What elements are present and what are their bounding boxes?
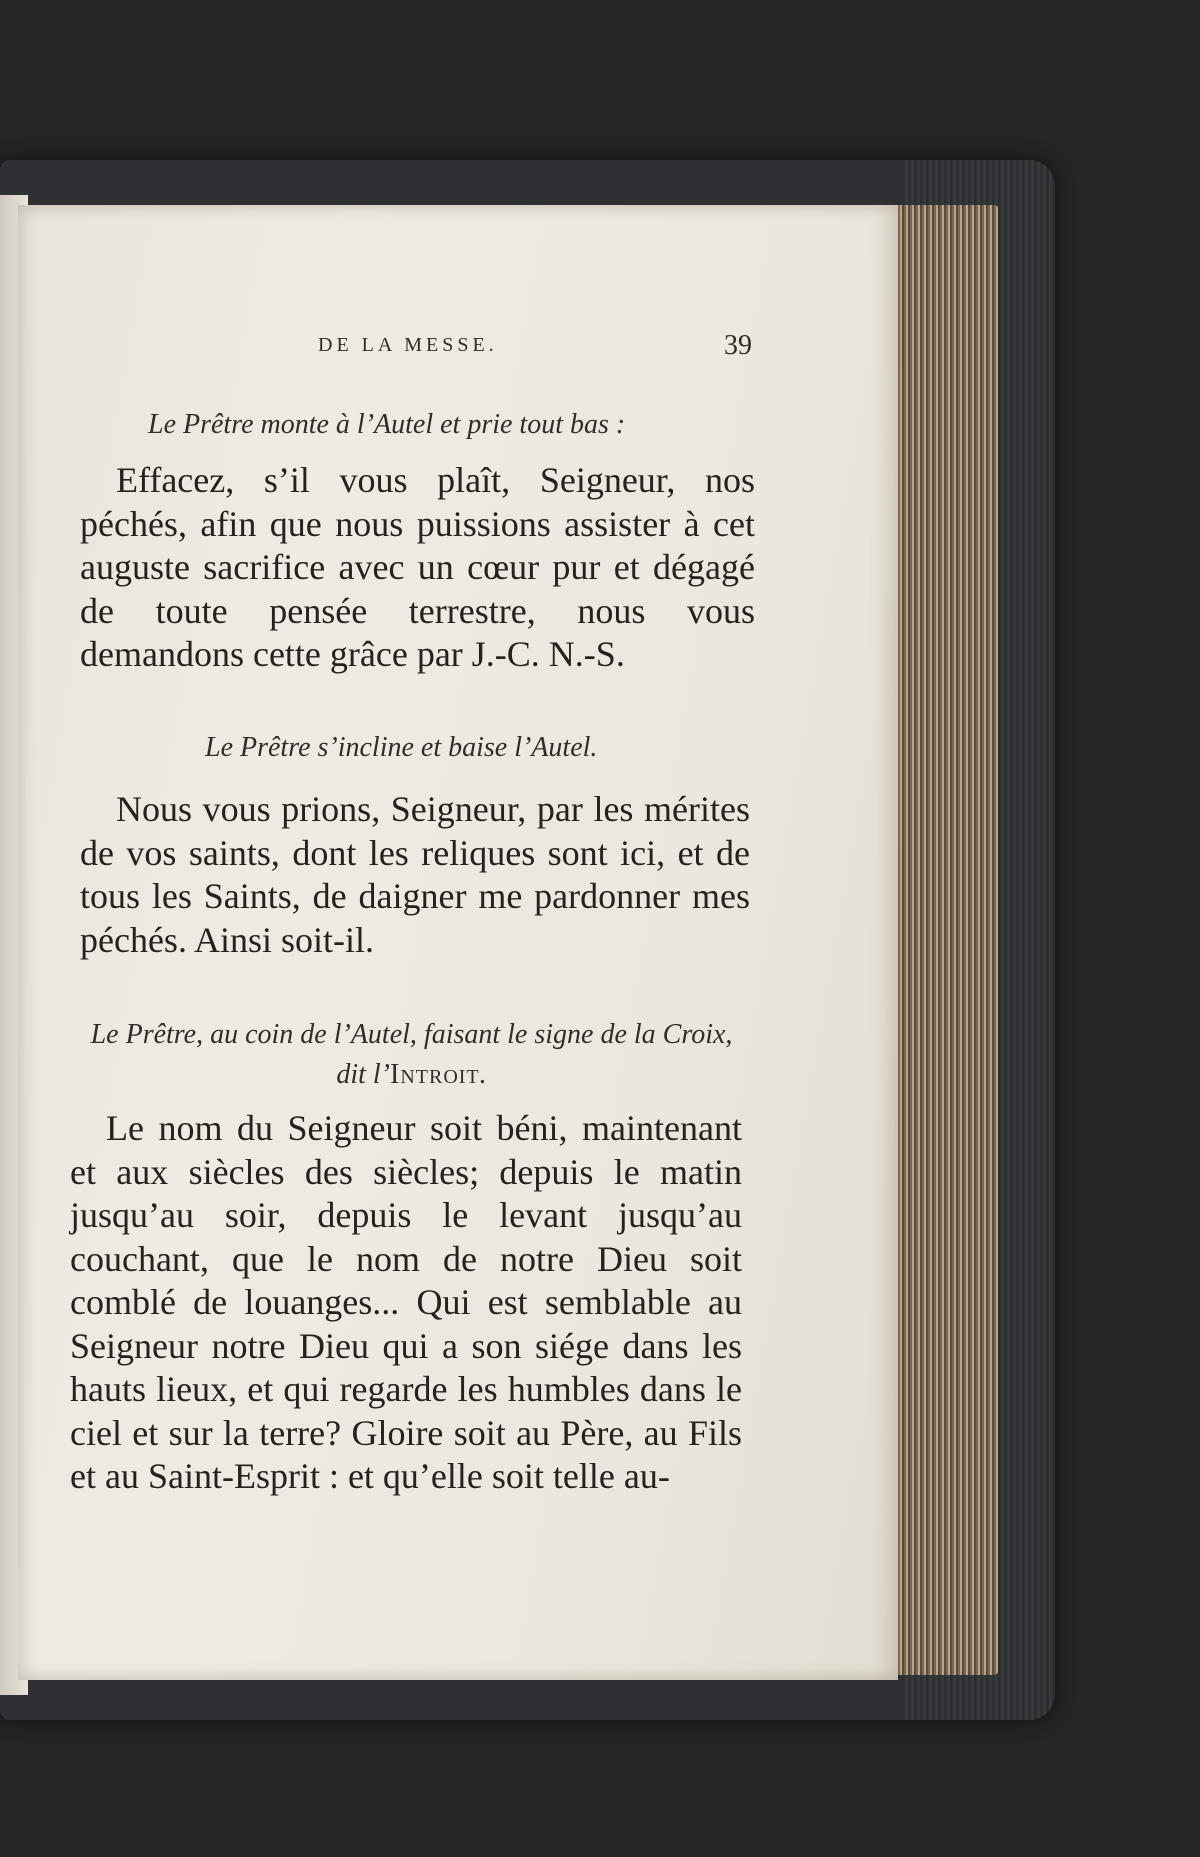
rubric-introit-smallcaps: Introit xyxy=(390,1059,480,1090)
rubric-introit xyxy=(74,1015,749,1095)
introit-text: Le nom du Seigneur soit béni, maintenant et aux siècles des siècles; depuis le matin jusqu’au soir, depuis le levant jusqu’au couchant, que le nom de notre Dieu soit comblé de louanges... Qui est semblable au Seigneur notre Dieu qui a son siége dans les hauts lieux, et qui regarde les humbles dans le ciel et sur la terre? Gloire soit au Père, au Fils et au Saint-Esprit : et qu’elle soit telle au- xyxy=(70,1108,742,1496)
rubric-introit-end: . xyxy=(479,1059,487,1090)
page-number: 39 xyxy=(724,330,752,361)
prayer-effacez: Effacez, s’il vous plaît, Seigneur, nos péchés, afin que nous puissions assister à cet auguste sacrifice avec un cœur pur et dégagé de toute pensée terrestre, nous vous demandons cette grâce par J.-C. N.-S. xyxy=(80,460,755,674)
prayer-nous-vous-prions: Nous vous prions, Seigneur, par les mérites de vos saints, dont les reliques sont ici, et de tous les Saints, de daigner me pardonner mes péchés. Ainsi soit-il. xyxy=(80,789,750,960)
page-header xyxy=(302,330,752,374)
running-title: DE LA MESSE. xyxy=(318,334,498,356)
rubric-priest-bows: Le Prêtre s’incline et baise l’Autel. xyxy=(205,732,598,763)
rubric-priest-ascends: Le Prêtre monte à l’Autel et prie tout bas : xyxy=(148,409,626,440)
rubric-introit-text: Le Prêtre, au coin de l’Autel, faisant le signe de la Croix, dit l’ xyxy=(90,1019,733,1090)
